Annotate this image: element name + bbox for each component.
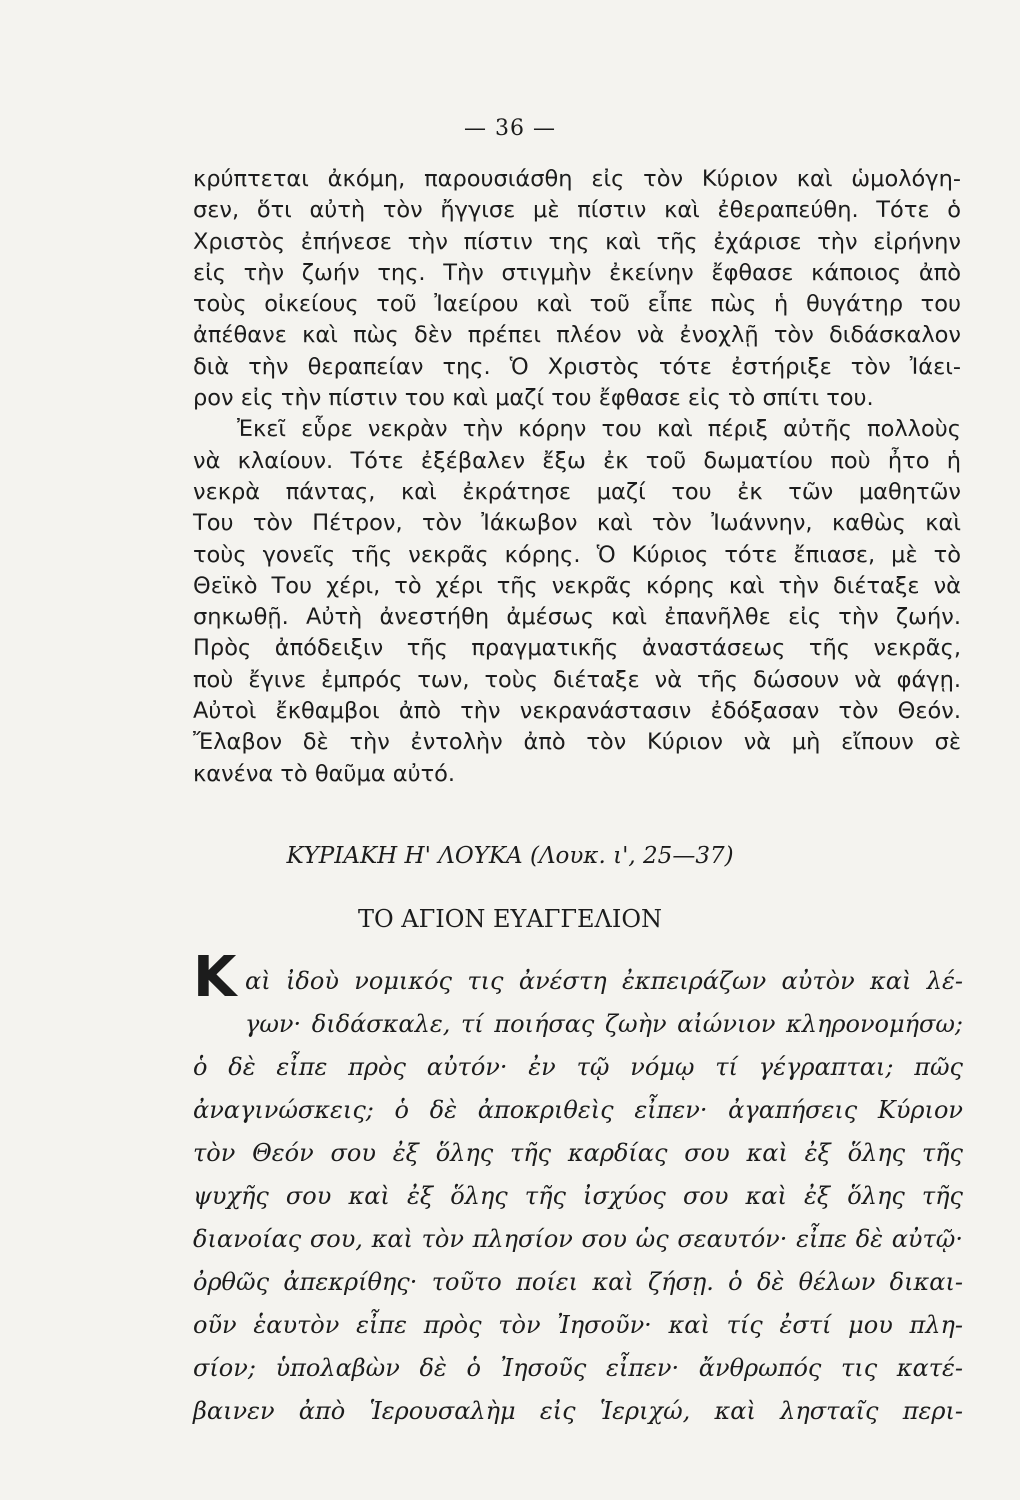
text-line: ποὺ ἔγινε ἐμπρός των, τοὺς διέταξε νὰ τῆς δώσουν νὰ φάγῃ. (193, 666, 961, 693)
text-line: Θεϊκὸ Του χέρι, τὸ χέρι τῆς νεκρᾶς κόρης καὶ τὴν διέταξε νὰ (193, 572, 961, 599)
text-line: τοὺς γονεῖς τῆς νεκρᾶς κόρης. Ὁ Κύριος τότε ἔπιασε, μὲ τὸ (193, 541, 961, 568)
text-line: τὸν Θεόν σου ἐξ ὅλης τῆς καρδίας σου καὶ ἐξ ὅλης τῆς (193, 1139, 963, 1167)
text-line: νὰ κλαίουν. Τότε ἐξέβαλεν ἔξω ἐκ τοῦ δωματίου ποὺ ἦτο ἡ (193, 447, 961, 474)
text-line: διανοίας σου, καὶ τὸν πλησίον σου ὡς σεαυτόν· εἶπε δὲ αὐτῷ· (193, 1225, 963, 1253)
text-line: κανένα τὸ θαῦμα αὐτό. (193, 760, 456, 787)
text-line: Ἐκεῖ εὗρε νεκρὰν τὴν κόρην του καὶ πέριξ αὐτῆς πολλοὺς (237, 416, 961, 443)
text-line: Πρὸς ἀπόδειξιν τῆς πραγματικῆς ἀναστάσεως τῆς νεκρᾶς, (193, 635, 961, 662)
text-line: οῦν ἑαυτὸν εἶπε πρὸς τὸν Ἰησοῦν· καὶ τίς ἐστί μου πλη- (193, 1311, 963, 1339)
text-line: βαινεν ἀπὸ Ἱερουσαλὴμ εἰς Ἱεριχώ, καὶ λησταῖς περι- (193, 1397, 963, 1425)
text-line: Ἔλαβον δὲ τὴν ἐντολὴν ἀπὸ τὸν Κύριον νὰ μὴ εἴπουν σὲ (193, 729, 961, 756)
text-line: σηκωθῇ. Αὐτὴ ἀνεστήθη ἀμέσως καὶ ἐπανῆλθε εἰς τὴν ζωήν. (193, 604, 961, 631)
text-line: Αὐτοὶ ἔκθαμβοι ἀπὸ τὴν νεκρανάστασιν ἐδόξασαν τὸν Θεόν. (193, 698, 961, 725)
text-line: τοὺς οἰκείους τοῦ Ἰαείρου καὶ τοῦ εἶπε πὼς ἡ θυγάτηρ του (193, 291, 961, 318)
text-line: Χριστὸς ἐπήνεσε τὴν πίστιν της καὶ τῆς ἐχάρισε τὴν εἰρήνην (193, 228, 961, 255)
text-line: σεν, ὅτι αὐτὴ τὸν ἤγγισε μὲ πίστιν καὶ ἐθεραπεύθη. Τότε ὁ (193, 197, 961, 224)
text-line: ἀπέθανε καὶ πὼς δὲν πρέπει πλέον νὰ ἐνοχλῇ τὸν διδάσκαλον (193, 322, 961, 349)
text-line: ρον εἰς τὴν πίστιν του καὶ μαζί του ἔφθασε εἰς τὸ σπίτι του. (193, 385, 874, 412)
text-line: ὁ δὲ εἶπε πρὸς αὐτόν· ἐν τῷ νόμῳ τί γέγραπται; πῶς (193, 1053, 963, 1081)
sunday-heading: ΚΥΡΙΑΚΗ Η' ΛΟΥΚΑ (Λουκ. ι', 25—37) (286, 843, 734, 869)
paragraph (193, 164, 961, 790)
text-line: διὰ τὴν θεραπείαν της. Ὁ Χριστὸς τότε ἐστήριξε τὸν Ἰάει- (193, 353, 961, 380)
gospel-heading: ΤΟ ΑΓΙΟΝ ΕΥΑΓΓΕΛΙΟΝ (357, 905, 663, 933)
text-line: νεκρὰ πάντας, καὶ ἐκράτησε μαζί του ἐκ τῶν μαθητῶν (193, 478, 961, 505)
drop-cap: Κ (193, 945, 237, 1010)
page-number: — 36 — (464, 116, 556, 141)
text-line: αὶ ἰδοὺ νομικός τις ἀνέστη ἐκπειράζων αὐτὸν καὶ λέ- (245, 967, 963, 995)
text-line: εἰς τὴν ζωήν της. Τὴν στιγμὴν ἐκείνην ἔφθασε κάποιος ἀπὸ (193, 259, 961, 286)
text-line: ψυχῆς σου καὶ ἐξ ὅλης τῆς ἰσχύος σου καὶ ἐξ ὅλης τῆς (193, 1182, 963, 1210)
text-line: ἀναγινώσκεις; ὁ δὲ ἀποκριθεὶς εἶπεν· ἀγαπήσεις Κύριον (193, 1096, 963, 1124)
text-line: σίον; ὑπολαβὼν δὲ ὁ Ἰησοῦς εἶπεν· ἄνθρωπός τις κατέ- (193, 1354, 963, 1382)
text-line: Του τὸν Πέτρον, τὸν Ἰάκωβον καὶ τὸν Ἰωάννην, καθὼς καὶ (193, 510, 961, 537)
text-line: γων· διδάσκαλε, τί ποιήσας ζωὴν αἰώνιον κληρονομήσω; (245, 1010, 963, 1038)
gospel-text (193, 960, 963, 1433)
text-line: ὀρθῶς ἀπεκρίθης· τοῦτο ποίει καὶ ζήσῃ. ὁ δὲ θέλων δικαι- (193, 1268, 963, 1296)
text-line: κρύπτεται ἀκόμη, παρουσιάσθη εἰς τὸν Κύριον καὶ ὡμολόγη- (193, 166, 961, 192)
